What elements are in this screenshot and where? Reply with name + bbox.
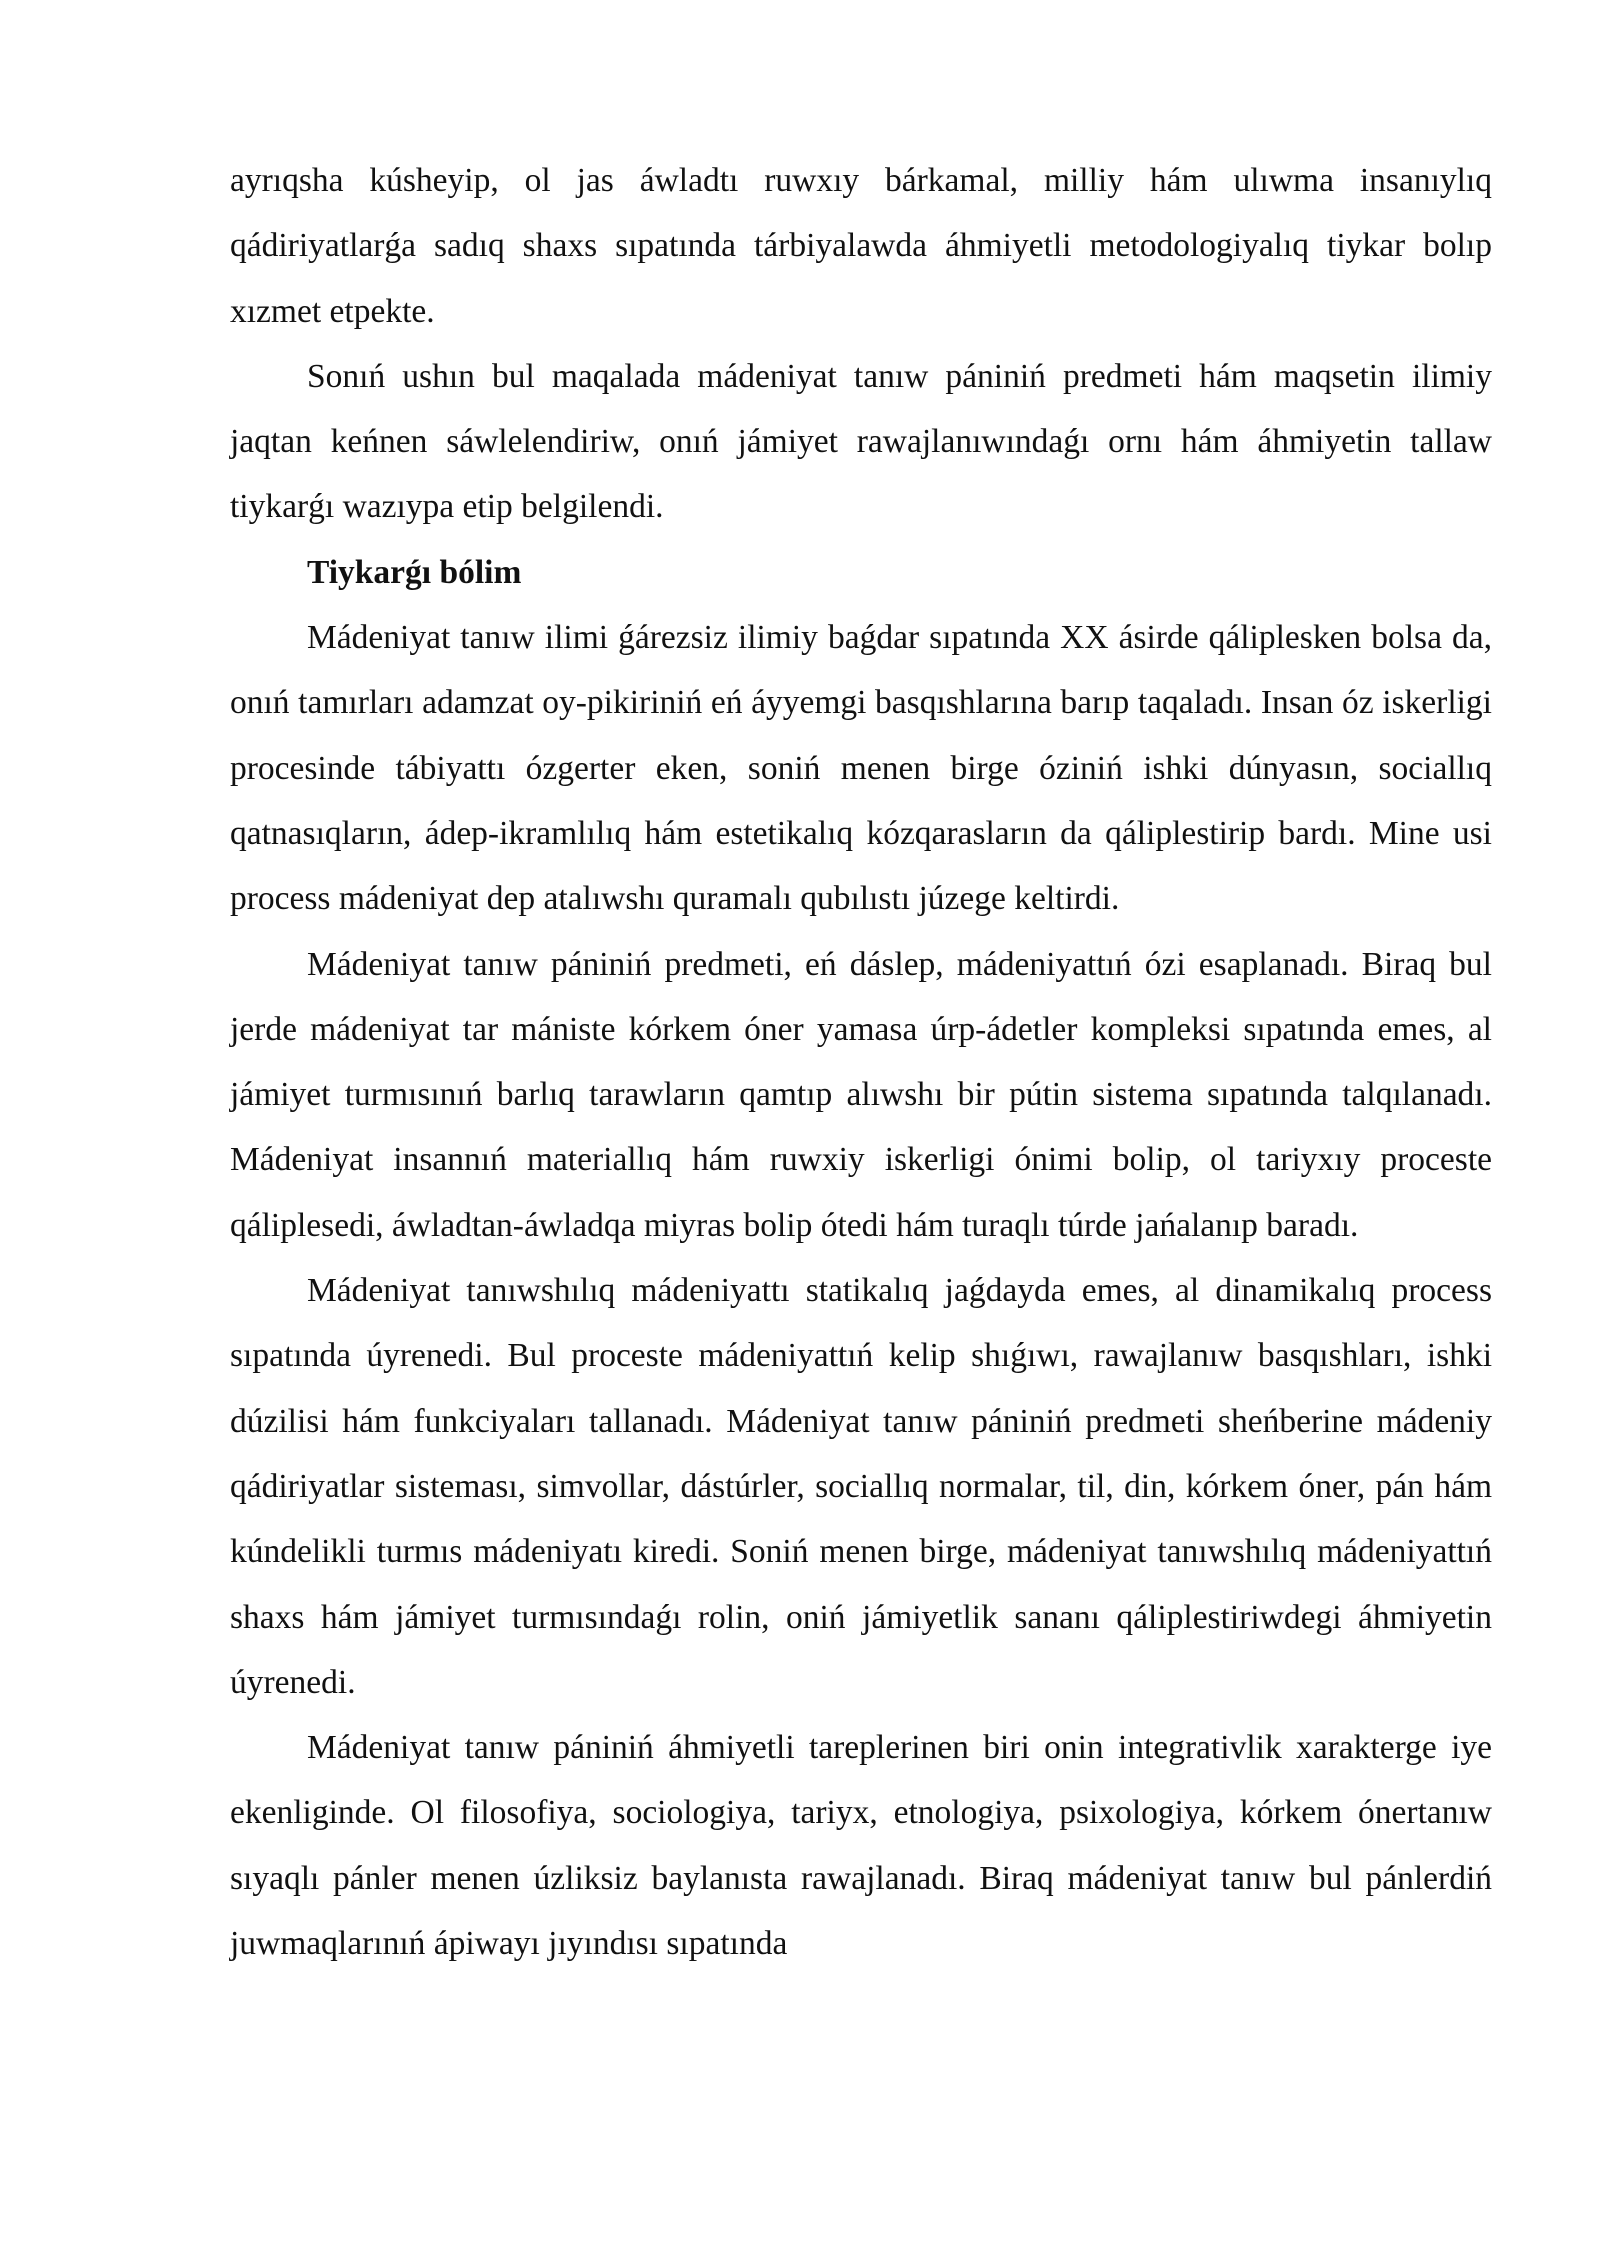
- paragraph-integrative: Mádeniyat tanıw pániniń áhmiyetli tareplerinen biri onin integrativlik xarakterge iye ekenliginde. Ol filosofiya, sociologiya, tariyx, etnologiya, psixologiya, kórkem ónertanıw sıyaqlı pánler menen úzliksiz baylanısta rawajlanadı. Biraq mádeniyat tanıw bul pánlerdiń juwmaqlarınıń ápiwayı jıyındısı sıpatında: [230, 1729, 1492, 1963]
- paragraph-origins: Mádeniyat tanıw ilimi ǵárezsiz ilimiy baǵdar sıpatında XX ásirde qáliplesken bolsa da, onıń tamırları adamzat oy-pikiriniń eń áyyemgi basqıshlarına barıp taqaladı. Insan óz iskerligi procesinde tábiyattı ózgerter eken, soniń menen birge óziniń ishki dúnyasın, sociallıq qatnasıqların, ádep-ikramlılıq hám estetikalıq kózqarasların da qáliplestirip bardı. Mine usi process mádeniyat dep atalıwshı quramalı qubılıstı júzege keltirdi.: [230, 619, 1492, 918]
- paragraph-continuation: ayrıqsha kúsheyip, ol jas áwladtı ruwxıy bárkamal, milliy hám ulıwma insanıylıq qádiriyatlarǵa sadıq shaxs sıpatında tárbiyalawda áhmiyetli metodologiyalıq tiykar bolıp xızmet etpekte.: [230, 162, 1492, 330]
- paragraph-subject: Mádeniyat tanıw pániniń predmeti, eń dáslep, mádeniyattıń ózi esaplanadı. Biraq bul jerde mádeniyat tar mániste kórkem óner yamasa úrp-ádetler kompleksi sıpatında emes, al jámiyet turmısınıń barlıq tarawların qamtıp alıwshı bir pútin sistema sıpatında talqılanadı. Mádeniyat insannıń materiallıq hám ruwxiy iskerligi ónimi bolip, ol tariyxıy proceste qáliplesedi, áwladtan-áwladqa miyras bolip ótedi hám turaqlı túrde jańalanıp baradı.: [230, 945, 1492, 1244]
- section-heading: Tiykarǵı bólim: [307, 553, 522, 591]
- document-page: [230, 148, 1492, 1976]
- paragraph-purpose: Sonıń ushın bul maqalada mádeniyat tanıw pániniń predmeti hám maqsetin ilimiy jaqtan keńnen sáwlelendiriw, onıń jámiyet rawajlanıwındaǵı ornı hám áhmiyetin tallaw tiykarǵı wazıypa etip belgilendi.: [230, 357, 1492, 526]
- paragraph-dynamics: Mádeniyat tanıwshılıq mádeniyattı statikalıq jaǵdayda emes, al dinamikalıq process sıpatında úyrenedi. Bul proceste mádeniyattıń kelip shıǵıwı, rawajlanıw basqıshları, ishki dúzilisi hám funkciyaları tallanadı. Mádeniyat tanıw pániniń predmeti sheńberine mádeniy qádiriyatlar sisteması, simvollar, dástúrler, sociallıq normalar, til, din, kórkem óner, pán hám kúndelikli turmıs mádeniyatı kiredi. Soniń menen birge, mádeniyat tanıwshılıq mádeniyattıń shaxs hám jámiyet turmısındaǵı rolin, oniń jámiyetlik sananı qáliplestiriwdegi áhmiyetin úyrenedi.: [230, 1272, 1492, 1701]
